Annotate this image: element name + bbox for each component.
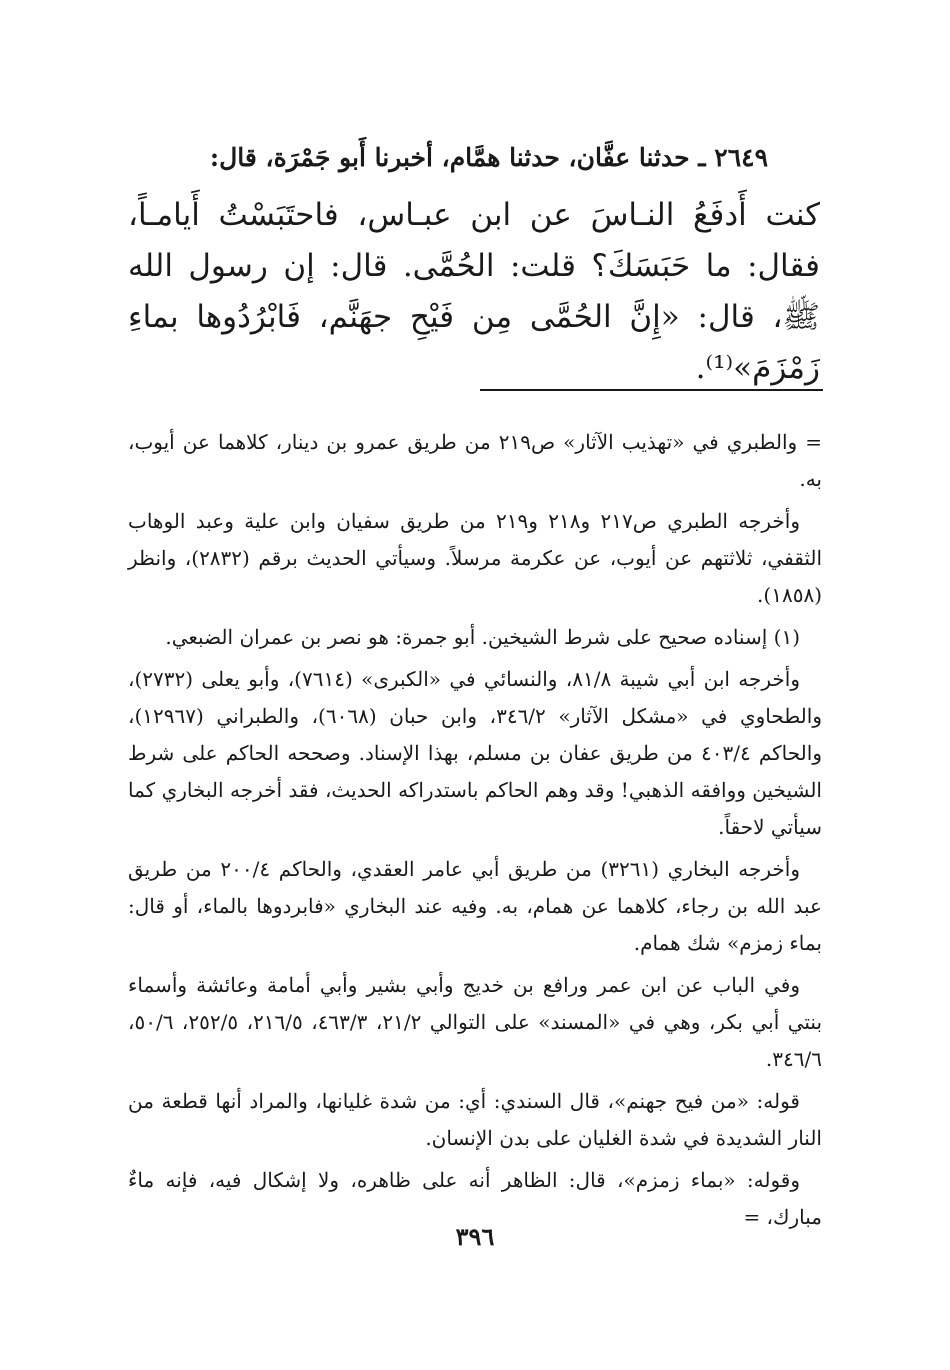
footnote-separator [480, 389, 823, 391]
footnote-paragraph: وأخرجه الطبري ص٢١٧ و٢١٨ و٢١٩ من طريق سفيان وابن علية وعبد الوهاب الثقفي، ثلاثتهم عن أيوب، عن عكرمة مرسلاً. وسيأتي الحديث برقم (٢٨٣٢)، وانظر (١٨٥٨). [128, 509, 823, 607]
footnote-1: (١) إسناده صحيح على شرط الشيخين. أبو جمرة: هو نصر بن عمران الضبعي. [165, 625, 800, 649]
footnote-paragraph: قوله: «من فيح جهنم»، قال السندي: أي: من شدة غليانها، والمراد أنها قطعة من النار الشديدة في شدة الغليان على بدن الإنسان. [128, 1089, 822, 1150]
hadith-header: ٢٦٤٩ ـ حدثنا عفَّان، حدثنا همَّام، أخبرنا أَبو جَمْرَة، قال: [209, 143, 768, 172]
hadith-text: كنت أَدفَعُ النـاسَ عن ابن عبـاس، فاحتَبَسْتُ أَيامـاً، فقال: ما حَبَسَكَ؟ قلت: الحُمَّى. قال: إن رسول الله ﷺ، قال: «إِنَّ الحُمَّى مِن فَيْحِ جهَنَّم، فَابْرُدُوها بماءِ زَمْزَمَ»⁽¹⁾. [128, 197, 820, 386]
footnotes [128, 424, 822, 1241]
page-number: ٣٩٦ [455, 1222, 495, 1251]
footnote-continuation: = والطبري في «تهذيب الآثار» ص٢١٩ من طريق عمرو بن دينار، كلاهما عن أيوب، به. [128, 430, 823, 491]
footnote-paragraph: وقوله: «بماء زمزم»، قال: الظاهر أنه على ظاهره، ولا إشكال فيه، فإنه ماءٌ مبارك، = [128, 1168, 822, 1229]
footnote-paragraph: وأخرجه البخاري (٣٢٦١) من طريق أبي عامر العقدي، والحاكم ٢٠٠/٤ من طريق عبد الله بن رجاء، كلاهما عن همام، به. وفيه عند البخاري «فابردوها بالماء، أو قال: بماء زمزم» شك همام. [128, 857, 822, 955]
footnote-paragraph: وأخرجه ابن أبي شيبة ٨١/٨، والنسائي في «الكبرى» (٧٦١٤)، وأبو يعلى (٢٧٣٢)، والطحاوي في «مشكل الآثار» ٣٤٦/٢، وابن حبان (٦٠٦٨)، والطبراني (١٢٩٦٧)، والحاكم ٤٠٣/٤ من طريق عفان بن مسلم، بهذا الإسناد. وصححه الحاكم على شرط الشيخين ووافقه الذهبي! وقد وهم الحاكم باستدراكه الحديث، فقد أخرجه البخاري كما سيأتي لاحقاً. [128, 667, 822, 839]
footnote-paragraph: وفي الباب عن ابن عمر ورافع بن خديج وأبي بشير وأبي أمامة وعائشة وأسماء بنتي أبي بكر، وهي في «المسند» على التوالي ٢١/٢، ٤٦٣/٣، ٢١٦/٥، ٢٥٢/٥، ٥٠/٦، ٣٤٦/٦. [128, 973, 823, 1071]
